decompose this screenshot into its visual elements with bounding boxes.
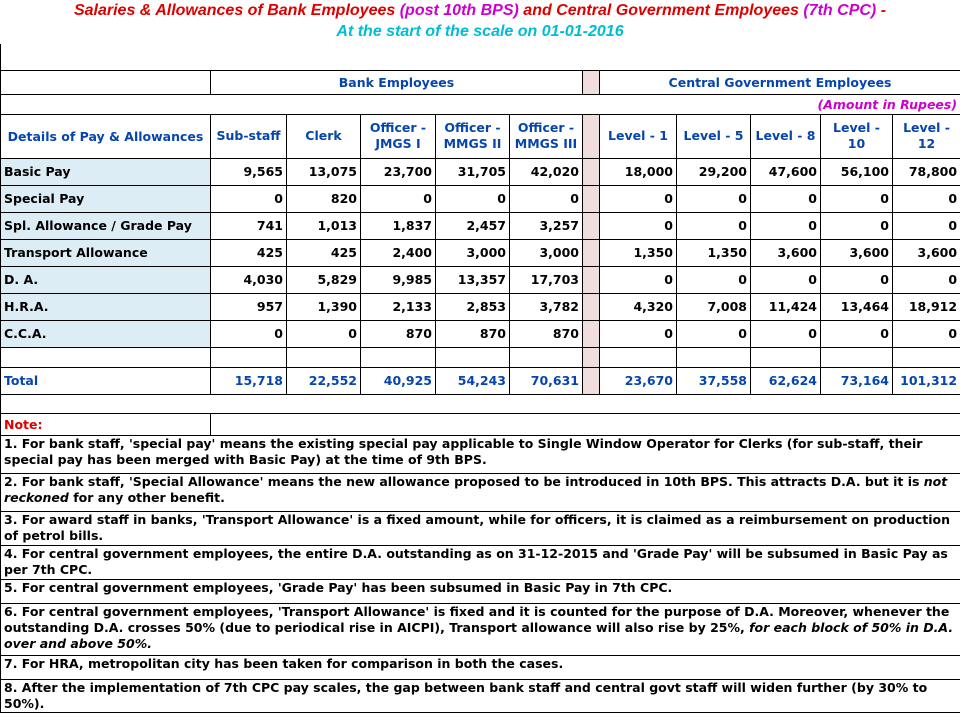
bank-value-cell: 31,705 [436, 158, 510, 185]
total-value: 54,243 [436, 367, 510, 394]
bank-value-cell: 5,829 [287, 266, 361, 293]
bank-value-cell: 0 [436, 185, 510, 212]
row-label: Transport Allowance [1, 239, 211, 266]
bank-value-cell: 425 [287, 239, 361, 266]
col-header-bank: Officer - MMGS II [436, 114, 510, 158]
cg-value-cell: 0 [751, 266, 821, 293]
spacer-row [1, 394, 960, 413]
bank-value-cell: 0 [211, 320, 287, 347]
cg-value-cell: 0 [677, 212, 751, 239]
cg-value-cell: 0 [821, 320, 893, 347]
cg-value-cell: 11,424 [751, 293, 821, 320]
gap-cell [583, 70, 600, 94]
title-subline: At the start of the scale on 01-01-2016 [336, 23, 624, 40]
row-label: Special Pay [1, 185, 211, 212]
total-value: 15,718 [211, 367, 287, 394]
bank-value-cell: 2,133 [361, 293, 436, 320]
cg-value-cell: 0 [600, 266, 677, 293]
cg-value-cell: 4,320 [600, 293, 677, 320]
note-6-italic: for each block of 50% in D.A. over and above 50%. [4, 619, 954, 651]
bank-value-cell: 820 [287, 185, 361, 212]
col-header-cg: Level - 10 [821, 114, 893, 158]
note-4: 4. For central government employees, the entire D.A. outstanding as on 31-12-2015 and 'Grade Pay' will be subsumed in Basic Pay as per 7th CPC. [1, 545, 960, 579]
group-central-govt-employees: Central Government Employees [600, 70, 960, 94]
bank-value-cell: 870 [361, 320, 436, 347]
bank-value-cell: 9,565 [211, 158, 287, 185]
cg-value-cell: 0 [893, 266, 960, 293]
cg-value-cell: 0 [751, 185, 821, 212]
blank-row [1, 347, 960, 367]
gap-cell [583, 367, 600, 394]
row-label: H.R.A. [1, 293, 211, 320]
amount-in-rupees: (Amount in Rupees) [1, 94, 960, 114]
note-2-text: 2. For bank staff, 'Special Allowance' means the new allowance proposed to be introduced in 10th BPS. This attracts D.A. but it is [4, 473, 924, 489]
note-2-text-end: for any other benefit. [68, 489, 225, 505]
bank-value-cell: 1,837 [361, 212, 436, 239]
bank-value-cell: 17,703 [510, 266, 583, 293]
col-header-bank: Sub-staff [211, 114, 287, 158]
group-header-row [1, 70, 960, 94]
gap-cell [583, 266, 600, 293]
bank-value-cell: 13,357 [436, 266, 510, 293]
col-header-bank: Officer - JMGS I [361, 114, 436, 158]
gap-cell [583, 158, 600, 185]
gap-cell [583, 212, 600, 239]
note-label-row [1, 413, 960, 435]
cg-value-cell: 3,600 [893, 239, 960, 266]
cg-value-cell: 1,350 [600, 239, 677, 266]
gap-cell [583, 114, 600, 158]
total-value: 73,164 [821, 367, 893, 394]
data-rows [1, 158, 960, 347]
cg-value-cell: 0 [677, 185, 751, 212]
cg-value-cell: 0 [600, 185, 677, 212]
note-8: 8. After the implementation of 7th CPC pay scales, the gap between bank staff and central govt staff will widen further (by 30% to 50%). [1, 679, 960, 712]
total-value: 40,925 [361, 367, 436, 394]
bank-value-cell: 2,457 [436, 212, 510, 239]
total-value: 23,670 [600, 367, 677, 394]
bank-value-cell: 0 [510, 185, 583, 212]
amount-row [1, 94, 960, 114]
cg-value-cell: 0 [821, 266, 893, 293]
cg-value-cell: 29,200 [677, 158, 751, 185]
note-label: Note: [1, 413, 211, 435]
bank-value-cell: 42,020 [510, 158, 583, 185]
cg-value-cell: 0 [600, 212, 677, 239]
table-row [1, 185, 960, 212]
col-header-cg: Level - 8 [751, 114, 821, 158]
bank-value-cell: 9,985 [361, 266, 436, 293]
cg-value-cell: 0 [893, 185, 960, 212]
cg-value-cell: 3,600 [821, 239, 893, 266]
empty-cell [1, 44, 960, 70]
bank-value-cell: 2,853 [436, 293, 510, 320]
col-header-bank: Officer - MMGS III [510, 114, 583, 158]
empty-cell [211, 413, 960, 435]
bank-value-cell: 3,782 [510, 293, 583, 320]
table-row [1, 239, 960, 266]
bank-value-cell: 0 [211, 185, 287, 212]
note-6 [1, 603, 960, 655]
title-part-bank: Salaries & Allowances of Bank Employees [73, 2, 400, 19]
bank-value-cell: 4,030 [211, 266, 287, 293]
col-header-details: Details of Pay & Allowances [1, 114, 211, 158]
title-part-cg: and Central Government Employees [518, 2, 804, 19]
note-2 [1, 473, 960, 511]
bank-value-cell: 957 [211, 293, 287, 320]
cg-value-cell: 0 [677, 266, 751, 293]
cg-value-cell: 18,912 [893, 293, 960, 320]
total-label: Total [1, 367, 211, 394]
row-label: Spl. Allowance / Grade Pay [1, 212, 211, 239]
sheet-title [0, 0, 960, 44]
cg-value-cell: 0 [893, 320, 960, 347]
bank-value-cell: 0 [361, 185, 436, 212]
cg-value-cell: 47,600 [751, 158, 821, 185]
total-value: 70,631 [510, 367, 583, 394]
row-label: Basic Pay [1, 158, 211, 185]
row-label: D. A. [1, 266, 211, 293]
bank-value-cell: 3,257 [510, 212, 583, 239]
total-value: 37,558 [677, 367, 751, 394]
note-3: 3. For award staff in banks, 'Transport Allowance' is a fixed amount, while for officers, it is claimed as a reimbursement on production of petrol bills. [1, 511, 960, 545]
note-5: 5. For central government employees, 'Grade Pay' has been subsumed in Basic Pay in 7th CPC. [1, 579, 960, 603]
bank-value-cell: 870 [510, 320, 583, 347]
note-6-text: 6. For central government employees, 'Transport Allowance' is fixed and it is counted for the purpose of D.A. Moreover, whenever the outstanding D.A. crosses 50% (due to periodical rise in AICPI), Transport allowance will also rise by 25%, [4, 603, 950, 635]
empty-cell [1, 347, 211, 367]
table-row [1, 293, 960, 320]
bank-value-cell: 13,075 [287, 158, 361, 185]
bank-value-cell: 1,390 [287, 293, 361, 320]
cg-value-cell: 0 [751, 212, 821, 239]
bank-value-cell: 3,000 [510, 239, 583, 266]
bank-value-cell: 23,700 [361, 158, 436, 185]
bank-value-cell: 425 [211, 239, 287, 266]
gap-cell [583, 239, 600, 266]
bank-value-cell: 3,000 [436, 239, 510, 266]
bank-value-cell: 870 [436, 320, 510, 347]
cg-value-cell: 0 [821, 212, 893, 239]
gap-cell [583, 293, 600, 320]
cg-value-cell: 0 [677, 320, 751, 347]
empty-cell [1, 394, 960, 413]
col-header-cg: Level - 5 [677, 114, 751, 158]
group-bank-employees: Bank Employees [211, 70, 583, 94]
col-header-cg: Level - 12 [893, 114, 960, 158]
gap-cell [583, 185, 600, 212]
salary-table [0, 44, 960, 713]
bank-value-cell: 0 [287, 320, 361, 347]
bank-value-cell: 741 [211, 212, 287, 239]
table-row [1, 266, 960, 293]
cg-value-cell: 78,800 [893, 158, 960, 185]
title-part-bps: (post 10th BPS) [399, 2, 519, 19]
blank-row-top [1, 44, 960, 70]
cg-value-cell: 13,464 [821, 293, 893, 320]
table-row [1, 320, 960, 347]
title-part-dash: - [876, 2, 887, 19]
cg-value-cell: 0 [751, 320, 821, 347]
total-value: 101,312 [893, 367, 960, 394]
table-row [1, 158, 960, 185]
col-header-cg: Level - 1 [600, 114, 677, 158]
row-label: C.C.A. [1, 320, 211, 347]
cg-value-cell: 3,600 [751, 239, 821, 266]
cg-value-cell: 56,100 [821, 158, 893, 185]
bank-value-cell: 2,400 [361, 239, 436, 266]
col-header-bank: Clerk [287, 114, 361, 158]
note-7: 7. For HRA, metropolitan city has been taken for comparison in both the cases. [1, 655, 960, 679]
cg-value-cell: 0 [600, 320, 677, 347]
total-value: 62,624 [751, 367, 821, 394]
empty-cell [1, 70, 211, 94]
cg-value-cell: 0 [821, 185, 893, 212]
note-1: 1. For bank staff, 'special pay' means the existing special pay applicable to Single Window Operator for Clerks (for sub-staff, their special pay has been merged with Basic Pay) at the time of 9th BPS. [1, 435, 960, 473]
column-header-row [1, 114, 960, 158]
table-row [1, 212, 960, 239]
title-part-cpc: (7th CPC) [803, 2, 877, 19]
gap-cell [583, 320, 600, 347]
note-2-italic: not reckoned [4, 473, 948, 505]
total-row [1, 367, 960, 394]
cg-value-cell: 18,000 [600, 158, 677, 185]
cg-value-cell: 1,350 [677, 239, 751, 266]
cg-value-cell: 7,008 [677, 293, 751, 320]
total-value: 22,552 [287, 367, 361, 394]
bank-value-cell: 1,013 [287, 212, 361, 239]
cg-value-cell: 0 [893, 212, 960, 239]
